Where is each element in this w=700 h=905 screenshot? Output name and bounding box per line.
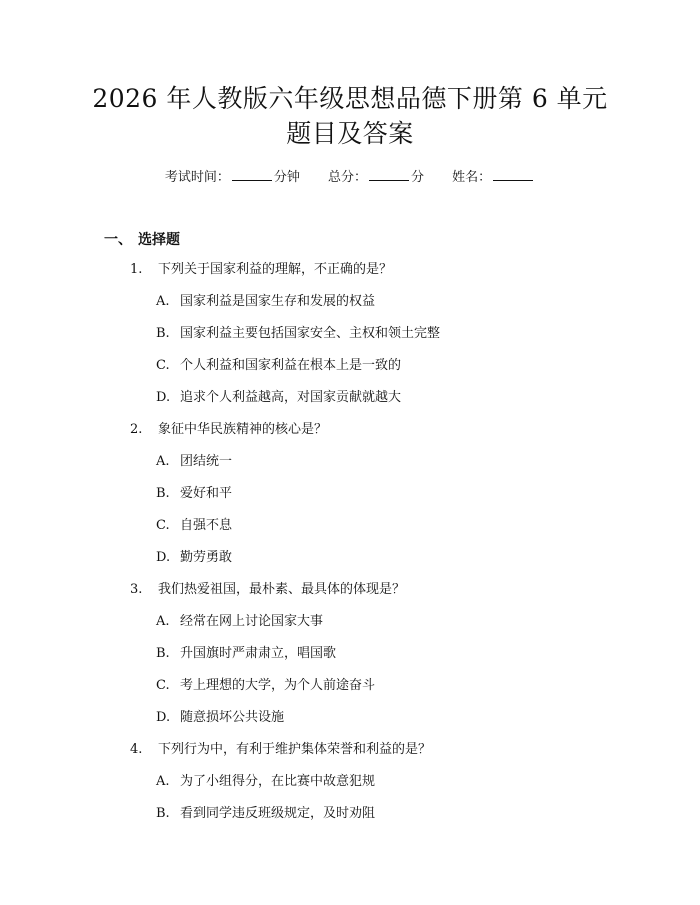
option-text: 看到同学违反班级规定，及时劝阻 [180,806,376,821]
option-letter: B. [156,806,170,821]
question-2-option-b [156,485,232,503]
option-text: 国家利益是国家生存和发展的权益 [180,294,376,309]
question-2-option-a [156,453,232,471]
question-4-option-b [156,805,375,823]
question-3-option-c [156,677,375,695]
question-3 [130,581,405,599]
exam-time [165,168,300,187]
option-letter: C. [156,678,170,693]
question-3-option-a [156,613,323,631]
option-letter: C. [156,358,170,373]
exam-time-label: 考试时间： [164,170,230,185]
question-4-option-a [156,773,375,791]
question-2-option-c [156,517,232,535]
question-4 [130,741,431,759]
student-name-label: 姓名： [452,170,492,185]
option-letter: A. [156,294,170,309]
student-name-blank [493,168,533,181]
total-score-blank [369,168,409,181]
option-letter: B. [156,326,170,341]
question-text: 下列行为中，有利于维护集体荣誉和利益的是？ [158,742,432,757]
student-name [452,168,535,187]
question-number: 3. [130,582,143,597]
document-title-line-1: 2026 年人教版六年级思想品德下册第 6 单元 [92,84,608,113]
option-letter: C. [156,518,170,533]
option-text: 勤劳勇敢 [180,550,233,565]
option-letter: B. [156,486,170,501]
question-number: 1. [130,262,143,277]
option-letter: D. [156,710,171,725]
option-text: 为了小组得分，在比赛中故意犯规 [180,774,376,789]
option-letter: D. [156,390,171,405]
question-1 [130,261,392,279]
total-score-unit: 分 [411,170,425,185]
total-score [328,168,424,187]
question-number: 4. [130,742,143,757]
question-1-option-a [156,293,375,311]
question-1-option-b [156,325,440,343]
option-text: 团结统一 [180,454,233,469]
option-letter: D. [156,550,171,565]
option-letter: A. [156,454,170,469]
option-text: 随意损坏公共设施 [180,710,285,725]
total-score-label: 总分： [327,170,367,185]
question-text: 我们热爱祖国，最朴素、最具体的体现是？ [158,582,406,597]
question-text: 下列关于国家利益的理解，不正确的是？ [158,262,393,277]
exam-meta [0,168,700,187]
question-number: 2. [130,422,143,437]
question-2 [130,421,327,439]
question-2-option-d [156,549,232,567]
option-text: 经常在网上讨论国家大事 [180,614,324,629]
option-letter: A. [156,614,170,629]
section-heading [104,230,180,250]
option-text: 个人利益和国家利益在根本上是一致的 [180,358,402,373]
option-letter: B. [156,646,170,661]
section-title: 选择题 [138,232,180,248]
question-1-option-c [156,357,401,375]
question-1-option-d [156,389,401,407]
option-text: 爱好和平 [180,486,233,501]
document-title-line-2: 题目及答案 [286,119,414,148]
option-text: 自强不息 [180,518,233,533]
exam-time-unit: 分钟 [273,170,300,185]
question-3-option-b [156,645,336,663]
section-number: 一、 [104,232,132,248]
option-text: 国家利益主要包括国家安全、主权和领土完整 [180,326,441,341]
option-text: 考上理想的大学，为个人前途奋斗 [180,678,376,693]
question-text: 象征中华民族精神的核心是？ [158,422,328,437]
question-3-option-d [156,709,284,727]
option-text: 追求个人利益越高，对国家贡献就越大 [180,390,402,405]
option-text: 升国旗时严肃肃立，唱国歌 [180,646,337,661]
option-letter: A. [156,774,170,789]
exam-time-blank [232,168,272,181]
